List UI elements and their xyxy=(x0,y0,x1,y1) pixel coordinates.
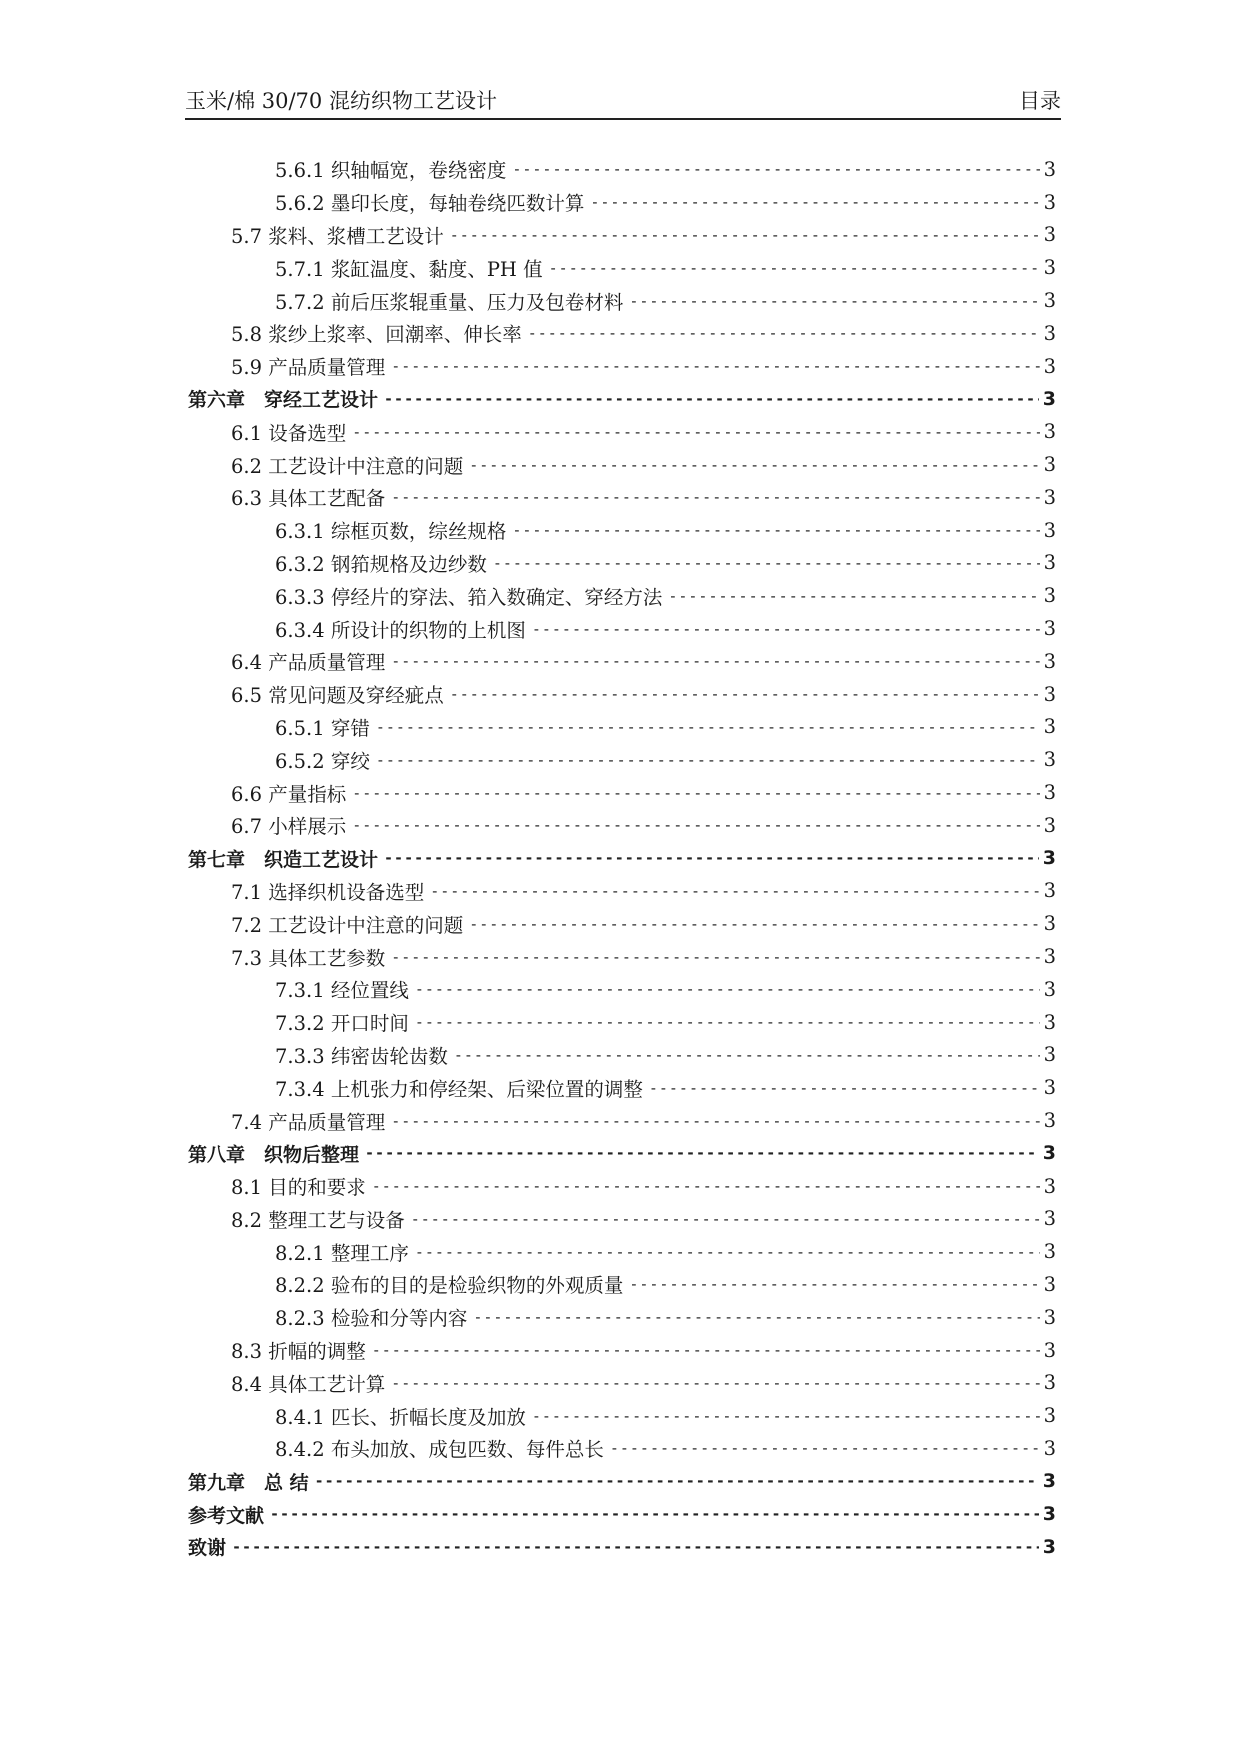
toc-page-number: 3 xyxy=(1042,1142,1056,1165)
toc-chapter-entry[interactable] xyxy=(188,383,1056,416)
toc-leader xyxy=(376,718,1040,736)
toc-page-number: 3 xyxy=(1043,518,1056,542)
toc-leader xyxy=(454,1046,1040,1064)
toc-entry[interactable] xyxy=(188,579,1056,612)
toc-leader xyxy=(532,620,1040,638)
toc-page-number: 3 xyxy=(1043,977,1056,1001)
toc-entry-title: 8.4 具体工艺计算 xyxy=(231,1372,386,1396)
document-title: 玉米/棉 30/70 混纺织物工艺设计 xyxy=(185,89,497,113)
toc-leader xyxy=(391,1374,1039,1392)
toc-leader xyxy=(415,1243,1040,1261)
toc-entry[interactable] xyxy=(188,1039,1056,1072)
toc-entry[interactable] xyxy=(188,678,1056,711)
toc-entry-title: 第七章 织造工艺设计 xyxy=(188,848,379,871)
toc-entry-title: 6.3.4 所设计的织物的上机图 xyxy=(275,618,526,642)
toc-entry[interactable] xyxy=(188,1399,1056,1432)
toc-entry[interactable] xyxy=(188,1432,1056,1465)
toc-leader xyxy=(372,1341,1040,1359)
toc-entry[interactable] xyxy=(188,481,1056,514)
toc-entry[interactable] xyxy=(188,743,1056,776)
toc-page-number: 3 xyxy=(1043,1207,1056,1231)
toc-page-number: 3 xyxy=(1043,1109,1056,1132)
toc-entry[interactable] xyxy=(188,153,1056,186)
toc-leader xyxy=(315,1472,1039,1490)
toc-page-number: 3 xyxy=(1043,813,1056,837)
toc-page-number: 3 xyxy=(1043,223,1056,247)
toc-entry[interactable] xyxy=(188,251,1056,284)
page-header xyxy=(185,86,1061,120)
toc-leader xyxy=(512,521,1039,539)
toc-entry[interactable] xyxy=(188,1334,1056,1367)
toc-page-number: 3 xyxy=(1043,617,1056,641)
toc-entry-title: 6.7 小样展示 xyxy=(231,815,347,839)
toc-entry-title: 5.7 浆料、浆槽工艺设计 xyxy=(231,224,444,248)
toc-entry-title: 6.3.2 钢筘规格及边纱数 xyxy=(275,552,487,576)
toc-entry-title: 7.1 选择织机设备选型 xyxy=(231,880,425,904)
toc-leader xyxy=(270,1505,1039,1523)
toc-leader xyxy=(415,980,1040,998)
toc-page-number: 3 xyxy=(1043,289,1056,313)
toc-entry[interactable] xyxy=(188,284,1056,317)
toc-page-number: 3 xyxy=(1043,1404,1056,1428)
toc-entry-title: 第八章 织物后整理 xyxy=(188,1143,360,1166)
toc-leader xyxy=(610,1439,1040,1457)
toc-leader xyxy=(629,1275,1039,1293)
toc-entry[interactable] xyxy=(188,350,1056,383)
toc-leader xyxy=(352,816,1039,834)
toc-page-number: 3 xyxy=(1043,1010,1056,1034)
toc-entry-title: 参考文献 xyxy=(188,1504,265,1527)
toc-leader xyxy=(532,1407,1040,1425)
toc-entry-title: 5.7.2 前后压浆辊重量、压力及包卷材料 xyxy=(275,290,624,314)
toc-leader xyxy=(668,587,1039,605)
toc-chapter-entry[interactable] xyxy=(188,842,1056,875)
toc-page-number: 3 xyxy=(1042,387,1056,410)
toc-entry-title: 6.5.1 穿错 xyxy=(275,716,370,740)
toc-page-number: 3 xyxy=(1043,584,1056,608)
toc-entry-title: 6.4 产品质量管理 xyxy=(231,651,386,675)
toc-entry[interactable] xyxy=(188,317,1056,350)
toc-entry-title: 6.5.2 穿绞 xyxy=(275,749,370,773)
toc-entry[interactable] xyxy=(188,973,1056,1006)
toc-page-number: 3 xyxy=(1043,256,1056,280)
toc-entry[interactable] xyxy=(188,1203,1056,1236)
toc-entry-title: 5.6.1 织轴幅宽，卷绕密度 xyxy=(275,159,507,183)
toc-entry-title: 7.3.3 纬密齿轮齿数 xyxy=(275,1044,448,1068)
toc-entry[interactable] xyxy=(188,645,1056,678)
toc-entry[interactable] xyxy=(188,1366,1056,1399)
toc-page-number: 3 xyxy=(1043,453,1056,477)
toc-page-number: 3 xyxy=(1043,321,1056,345)
toc-page-number: 3 xyxy=(1043,1240,1056,1264)
toc-page-number: 3 xyxy=(1043,420,1056,444)
toc-page-number: 3 xyxy=(1043,485,1056,509)
toc-entry-title: 第九章 总 结 xyxy=(188,1471,309,1494)
toc-entry-title: 7.3 具体工艺参数 xyxy=(231,946,386,970)
toc-entry-title: 8.2.1 整理工序 xyxy=(275,1241,409,1265)
toc-entry-title: 7.4 产品质量管理 xyxy=(231,1110,386,1134)
toc-leader xyxy=(391,1112,1039,1130)
toc-leader xyxy=(493,554,1040,572)
toc-entry[interactable] xyxy=(188,1301,1056,1334)
toc-leader xyxy=(376,751,1040,769)
toc-entry-title: 6.3.1 综框页数，综丝规格 xyxy=(275,520,507,544)
toc-chapter-entry[interactable] xyxy=(188,1530,1056,1563)
toc-leader xyxy=(384,390,1039,408)
toc-leader xyxy=(430,882,1039,900)
toc-page-number: 3 xyxy=(1043,748,1056,772)
toc-chapter-entry[interactable] xyxy=(188,1498,1056,1531)
toc-leader xyxy=(450,685,1040,703)
toc-leader xyxy=(365,1144,1039,1162)
toc-page-number: 3 xyxy=(1043,354,1056,378)
toc-page-number: 3 xyxy=(1043,945,1056,969)
toc-leader xyxy=(232,1538,1039,1556)
toc-page-number: 3 xyxy=(1042,847,1056,870)
toc-leader xyxy=(391,652,1039,670)
toc-leader xyxy=(590,193,1039,211)
toc-page-number: 3 xyxy=(1043,715,1056,739)
toc-entry-title: 8.2.2 验布的目的是检验织物的外观质量 xyxy=(275,1274,624,1298)
toc-leader xyxy=(372,1177,1040,1195)
toc-entry-title: 7.2 工艺设计中注意的问题 xyxy=(231,913,464,937)
toc-entry-title: 6.5 常见问题及穿经疵点 xyxy=(231,684,444,708)
toc-entry-title: 第六章 穿经工艺设计 xyxy=(188,389,379,412)
toc-chapter-entry[interactable] xyxy=(188,1465,1056,1498)
toc-entry-title: 8.1 目的和要求 xyxy=(231,1176,366,1200)
toc-entry-title: 6.3 具体工艺配备 xyxy=(231,487,386,511)
toc-leader xyxy=(415,1013,1040,1031)
toc-entry-title: 8.4.1 匹长、折幅长度及加放 xyxy=(275,1405,526,1429)
toc-page-number: 3 xyxy=(1042,1470,1056,1493)
toc-leader xyxy=(384,849,1039,867)
toc-page-number: 3 xyxy=(1043,551,1056,575)
toc-entry[interactable] xyxy=(188,415,1056,448)
toc-entry[interactable] xyxy=(188,1071,1056,1104)
toc-entry-title: 6.2 工艺设计中注意的问题 xyxy=(231,454,464,478)
toc-entry[interactable] xyxy=(188,1006,1056,1039)
toc-entry-title: 8.3 折幅的调整 xyxy=(231,1340,366,1364)
toc-entry[interactable] xyxy=(188,776,1056,809)
toc-entry-title: 5.7.1 浆缸温度、黏度、PH 值 xyxy=(275,257,543,281)
toc-entry-title: 6.3.3 停经片的穿法、筘入数确定、穿经方法 xyxy=(275,585,663,609)
toc-entry[interactable] xyxy=(188,186,1056,219)
toc-leader xyxy=(411,1210,1040,1228)
toc-page-number: 3 xyxy=(1043,1174,1056,1198)
toc-page-number: 3 xyxy=(1043,1436,1056,1460)
toc-leader xyxy=(450,226,1040,244)
toc-leader xyxy=(473,1308,1039,1326)
toc-leader xyxy=(352,423,1039,441)
toc-leader xyxy=(549,259,1040,277)
toc-entry-title: 7.3.1 经位置线 xyxy=(275,979,409,1003)
toc-entry[interactable] xyxy=(188,875,1056,908)
toc-entry[interactable] xyxy=(188,612,1056,645)
toc-entry[interactable] xyxy=(188,1268,1056,1301)
toc-entry[interactable] xyxy=(188,1235,1056,1268)
toc-leader xyxy=(629,292,1039,310)
toc-page-number: 3 xyxy=(1043,1371,1056,1395)
toc-entry[interactable] xyxy=(188,1170,1056,1203)
toc-page-number: 3 xyxy=(1043,1338,1056,1362)
toc-page-number: 3 xyxy=(1043,781,1056,805)
toc-entry-title: 5.8 浆纱上浆率、回潮率、伸长率 xyxy=(231,323,522,347)
toc-leader xyxy=(469,915,1039,933)
toc-leader xyxy=(352,784,1039,802)
toc-page-number: 3 xyxy=(1043,682,1056,706)
toc-entry[interactable] xyxy=(188,1104,1056,1137)
toc-page-number: 3 xyxy=(1043,1043,1056,1067)
toc-entry-title: 致谢 xyxy=(188,1537,227,1560)
toc-entry-title: 6.6 产量指标 xyxy=(231,782,347,806)
toc-chapter-entry[interactable] xyxy=(188,1137,1056,1170)
toc-leader xyxy=(512,160,1039,178)
toc-page-number: 3 xyxy=(1043,157,1056,181)
toc-page-number: 3 xyxy=(1043,649,1056,673)
section-title: 目录 xyxy=(1019,89,1061,113)
toc-entry-title: 7.3.2 开口时间 xyxy=(275,1012,409,1036)
toc-entry-title: 7.3.4 上机张力和停经架、后梁位置的调整 xyxy=(275,1077,643,1101)
toc-entry[interactable] xyxy=(188,514,1056,547)
toc-page-number: 3 xyxy=(1043,190,1056,214)
toc-leader xyxy=(391,357,1039,375)
toc-leader xyxy=(469,456,1039,474)
toc-entry[interactable] xyxy=(188,809,1056,842)
toc-page-number: 3 xyxy=(1043,1272,1056,1296)
toc-entry-title: 5.9 产品质量管理 xyxy=(231,356,386,380)
toc-entry[interactable] xyxy=(188,448,1056,481)
toc-entry[interactable] xyxy=(188,907,1056,940)
toc-leader xyxy=(528,324,1040,342)
toc-entry-title: 6.1 设备选型 xyxy=(231,421,347,445)
toc-entry[interactable] xyxy=(188,940,1056,973)
toc-entry[interactable] xyxy=(188,711,1056,744)
toc-entry-title: 8.2 整理工艺与设备 xyxy=(231,1208,405,1232)
toc-entry[interactable] xyxy=(188,219,1056,252)
toc-entry-title: 8.2.3 检验和分等内容 xyxy=(275,1307,468,1331)
toc-page-number: 3 xyxy=(1043,1305,1056,1329)
toc-entry[interactable] xyxy=(188,547,1056,580)
toc-entry-title: 5.6.2 墨印长度，每轴卷绕匹数计算 xyxy=(275,192,585,216)
toc-page-number: 3 xyxy=(1042,1535,1056,1558)
toc-leader xyxy=(649,1079,1040,1097)
toc-leader xyxy=(391,488,1039,506)
toc-page-number: 3 xyxy=(1043,879,1056,903)
toc-page-number: 3 xyxy=(1042,1503,1056,1526)
toc-page-number: 3 xyxy=(1043,1076,1056,1100)
toc-leader xyxy=(391,948,1039,966)
toc-entry-title: 8.4.2 布头加放、成包匹数、每件总长 xyxy=(275,1438,604,1462)
toc-page-number: 3 xyxy=(1043,912,1056,936)
table-of-contents xyxy=(188,153,1056,1563)
